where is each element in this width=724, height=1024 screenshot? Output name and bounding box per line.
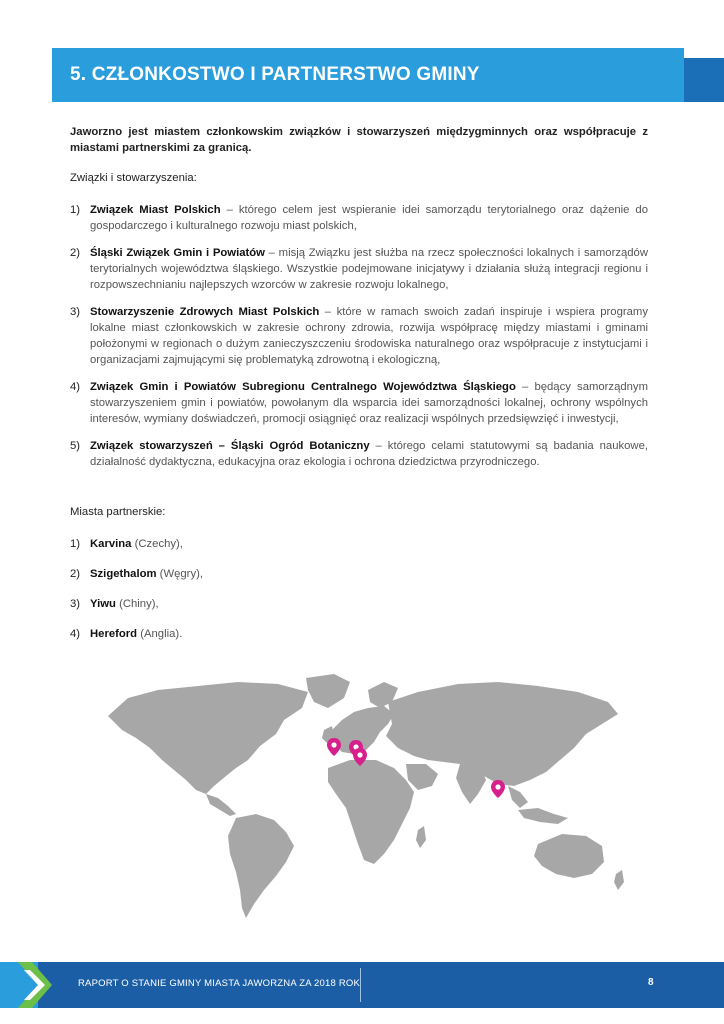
india — [456, 764, 486, 804]
city-country: (Węgry), — [156, 568, 203, 580]
list-item — [70, 626, 648, 642]
association-name: Związek Miast Polskich — [90, 204, 221, 216]
australia — [534, 834, 604, 878]
partners-heading: Miasta partnerskie: — [70, 506, 166, 518]
list-number: 2) — [70, 247, 81, 259]
association-name: Śląski Związek Gmin i Powiatów — [90, 247, 265, 259]
greenland — [306, 674, 350, 708]
list-number: 4) — [70, 381, 81, 393]
chevron-right-icon — [18, 962, 52, 1008]
list-item — [70, 245, 648, 293]
association-description: – będący samorządnym stowarzyszeniem gmin i powiatów, powołanym dla wsparcia idei samorządności lokalnej, ochrony wspólnych interesów, wymiany doświadczeń, promocji osiągnięć oraz realizacji wspólnych przedsięwzięć i inwestycji, — [90, 381, 648, 425]
city-country: (Anglia). — [137, 628, 183, 640]
association-description: – misją Związku jest służba na rzecz społeczności lokalnych i samorządów terytorialnych województwa śląskiego. Wszystkie podejmowane inicjatywy i działania służą integracji regionu i rozpowszechnianiu najlepszych wzorców w zakresie rozwoju lokalnego, — [90, 247, 648, 291]
association-name: Związek stowarzyszeń – Śląski Ogród Botaniczny — [90, 440, 370, 452]
footer-report-title: RAPORT O STANIE GMINY MIASTA JAWORZNA ZA 2018 ROK — [78, 978, 361, 989]
banner-accent — [684, 58, 724, 102]
city-country: (Chiny), — [115, 598, 159, 610]
africa — [328, 760, 414, 864]
association-name: Stowarzyszenie Zdrowych Miast Polskich — [90, 306, 320, 318]
location-pin-icon — [327, 738, 341, 756]
list-item — [70, 596, 648, 612]
association-description: – które w ramach swoich zadań inspiruje i wspiera programy lokalne miast członkowskich w zakresie ochrony zdrowia, rozwija współpracę między miastami i gminami położonymi w regionach o dużym zanieczyszczeniu środowiska naturalnego oraz współpracuje z instytucjami i organizacjami zajmującymi się problematyką zdrowotną i ekologiczną, — [90, 306, 648, 366]
madagascar — [416, 826, 426, 848]
indonesia — [518, 808, 568, 824]
city-country: (Czechy), — [131, 538, 183, 550]
list-item — [70, 438, 648, 470]
list-item — [70, 566, 648, 582]
list-item — [70, 379, 648, 427]
location-pin-icon — [491, 780, 505, 798]
continents — [108, 674, 624, 918]
southeast-asia — [508, 786, 528, 808]
page-number: 8 — [648, 977, 654, 988]
footer-divider — [360, 968, 361, 1002]
list-number: 1) — [70, 538, 81, 550]
north-america — [108, 682, 308, 794]
main-content — [70, 124, 648, 656]
list-number: 5) — [70, 440, 81, 452]
associations-heading: Związki i stowarzyszenia: — [70, 172, 197, 184]
new-zealand — [614, 870, 624, 890]
world-map — [88, 668, 638, 930]
association-description: – którego celem jest wspieranie idei samorządu terytorialnego oraz dążenie do gospodarczego i kulturalnego rozwoju miast polskich, — [90, 204, 648, 232]
association-description: – którego celami statutowymi są badania naukowe, działalność dydaktyczna, edukacyjna oraz ekologia i ochrona dziedzictwa przyrodniczego. — [90, 440, 648, 468]
middle-east — [406, 764, 438, 790]
list-number: 3) — [70, 598, 81, 610]
city-name: Karvina — [90, 538, 132, 550]
list-number: 4) — [70, 628, 81, 640]
list-item — [70, 304, 648, 368]
list-item — [70, 536, 648, 552]
page-title: 5. CZŁONKOSTWO I PARTNERSTWO GMINY — [70, 64, 480, 85]
central-america — [206, 794, 236, 816]
partner-cities-list — [70, 536, 648, 642]
association-name: Związek Gmin i Powiatów Subregionu Centralnego Województwa Śląskiego — [90, 381, 516, 393]
europe — [332, 706, 394, 754]
intro-paragraph: Jaworzno jest miastem członkowskim związków i stowarzyszeń międzygminnych oraz współpracuje z miastami partnerskimi za granicą. — [70, 126, 648, 154]
associations-list — [70, 202, 648, 470]
city-name: Yiwu — [90, 598, 116, 610]
city-name: Szigethalom — [90, 568, 157, 580]
south-america — [228, 814, 294, 918]
list-item — [70, 202, 648, 234]
list-number: 1) — [70, 204, 81, 216]
city-name: Hereford — [90, 628, 138, 640]
list-number: 2) — [70, 568, 81, 580]
list-number: 3) — [70, 306, 81, 318]
